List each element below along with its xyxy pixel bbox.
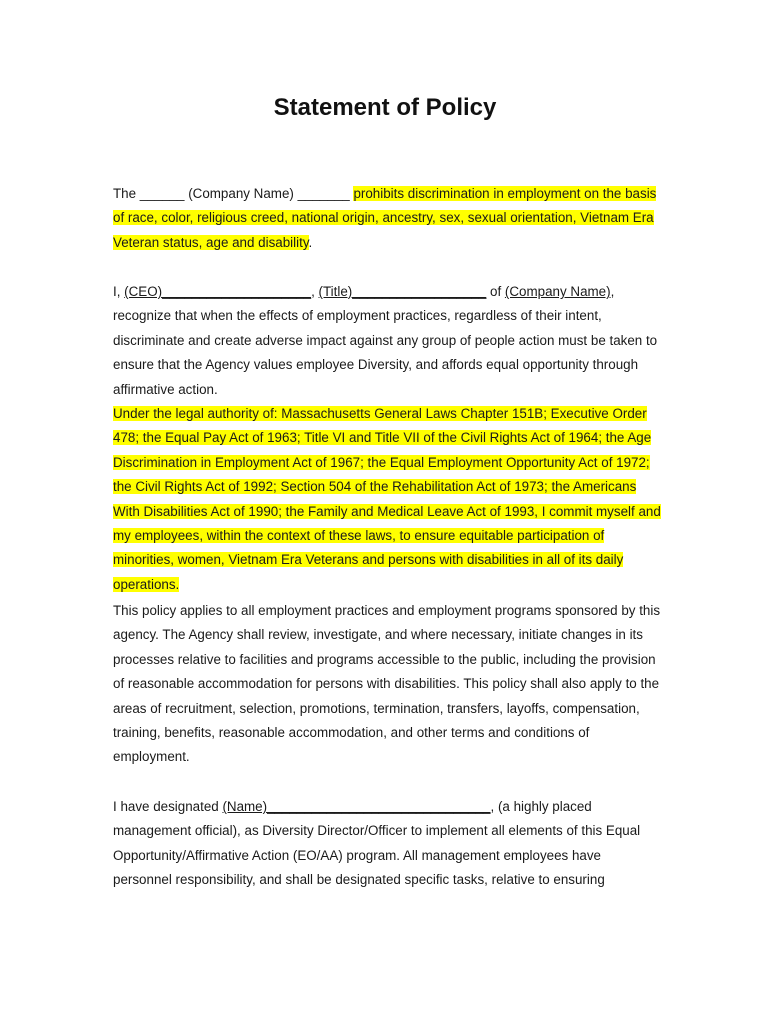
ceo-field: (CEO)____________________ (124, 284, 312, 299)
paragraph-legal-authority (113, 402, 661, 597)
paragraph-designation (113, 795, 661, 893)
company-name-field: (Company Name) (504, 284, 611, 299)
highlighted-text: Under the legal authority of: Massachusetts General Laws Chapter 151B; Executive Order 478; the Equal Pay Act of 1963; Title VI and Title VII of the Civil Rights Act of 1964; the Age Discrimination in Employment Act of 1967; the Equal Employment Opportunity Act of 1972; the Civil Rights Act of 1992; Section 504 of the Rehabilitation Act of 1973; the Americans With Disabilities Act of 1990; the Family and Medical Leave Act of 1993, I commit myself and my employees, within the context of these laws, to ensure equitable participation of minorities, women, Vietnam Era Veterans and persons with disabilities in all of its daily operations. (113, 406, 661, 592)
highlighted-text: prohibits discrimination in employment on the basis of race, color, religious creed, national origin, ancestry, sex, sexual orientation, Vietnam Era Veteran status, age and disability (113, 186, 657, 250)
paragraph-recognition (113, 280, 661, 402)
title-field: (Title)__________________ (318, 284, 487, 299)
paragraph-lead: The ______ (Company Name) _______ (113, 186, 354, 201)
text-run: , (311, 284, 319, 299)
text-run: of (486, 284, 505, 299)
text-run: I have designated (113, 799, 223, 814)
paragraph-nondiscrimination (113, 182, 661, 255)
text-run: , recognize that when the effects of employment practices, regardless of their intent, discriminate and create adverse impact against any group of people action must be taken to ensure that the Agency values employee Diversity, and affords equal opportunity through affirmative action. (113, 284, 658, 397)
paragraph-end: . (308, 234, 313, 250)
text-run: I, (113, 284, 125, 299)
document-title: Statement of Policy (273, 94, 497, 121)
paragraph-policy-scope: This policy applies to all employment practices and employment programs sponsored by this agency. The Agency shall review, investigate, and where necessary, initiate changes in its processes relative to facilities and programs accessible to the public, including the provision of reasonable accommodation for persons with disabilities. This policy shall also apply to the areas of recruitment, selection, promotions, termination, transfers, layoffs, compensation, training, benefits, reasonable accommodation, and other terms and conditions of employment. (113, 603, 661, 765)
text-run: , (a highly placed management official), as Diversity Director/Officer to implement all elements of this Equal Opportunity/Affirmative Action (EO/AA) program. All management employees have personnel responsibility, and shall be designated specific tasks, relative to ensuring (113, 799, 641, 888)
name-field: (Name)______________________________ (222, 799, 491, 814)
